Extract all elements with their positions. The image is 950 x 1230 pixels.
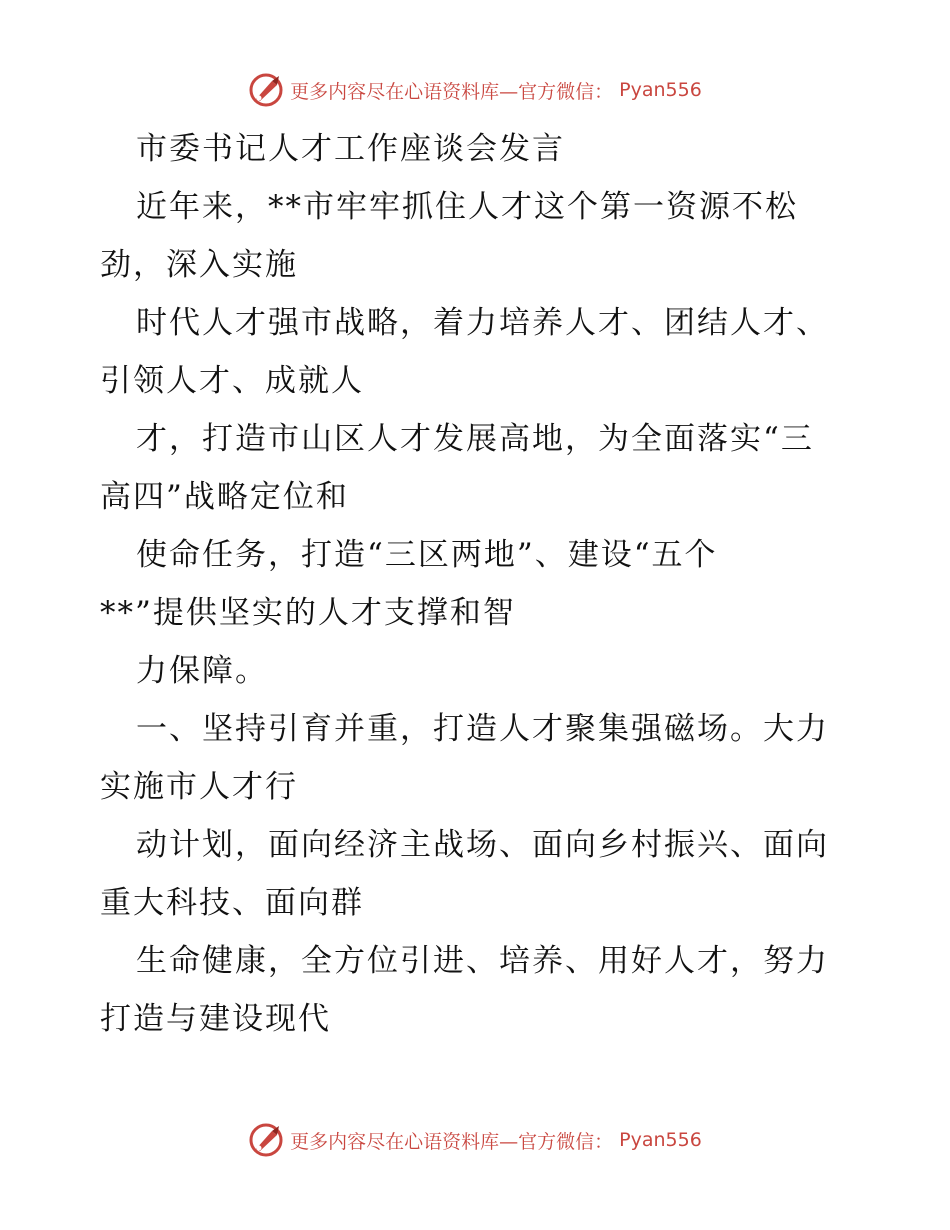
header-watermark-banner xyxy=(0,70,950,110)
text-line: **”提供坚实的人才支撑和智 xyxy=(100,595,516,631)
banner-text: 更多内容尽在心语资料库—官方微信： xyxy=(290,1130,614,1153)
quill-pen-logo-icon xyxy=(248,72,284,108)
text-line: 引领人才、成就人 xyxy=(100,363,364,399)
text-line: 使命任务，打造“三区两地”、建设“五个 xyxy=(136,537,718,573)
text-line: 高四”战略定位和 xyxy=(100,479,349,515)
text-line: 重大科技、面向群 xyxy=(100,885,364,921)
footer-watermark-banner xyxy=(0,1120,950,1160)
text-line: 时代人才强市战略，着力培养人才、团结人才、 xyxy=(136,305,829,341)
wechat-id: Pyan556 xyxy=(619,1129,702,1151)
quill-pen-logo-icon xyxy=(248,1122,284,1158)
text-line: 近年来，**市牢牢抓住人才这个第一资源不松 xyxy=(136,189,798,225)
text-line: 打造与建设现代 xyxy=(100,1001,331,1037)
text-line: 生命健康，全方位引进、培养、用好人才，努力 xyxy=(136,943,829,979)
text-line: 一、坚持引育并重，打造人才聚集强磁场。大力 xyxy=(136,711,829,747)
banner-text: 更多内容尽在心语资料库—官方微信： xyxy=(290,80,614,103)
text-line: 市委书记人才工作座谈会发言 xyxy=(136,131,565,167)
document-body xyxy=(100,120,860,1048)
text-line: 力保障。 xyxy=(136,653,268,689)
text-line: 实施市人才行 xyxy=(100,769,298,805)
text-line: 才，打造市山区人才发展高地，为全面落实“三 xyxy=(136,421,814,457)
text-line: 劲，深入实施 xyxy=(100,247,298,283)
text-line: 动计划，面向经济主战场、面向乡村振兴、面向 xyxy=(136,827,829,863)
wechat-id: Pyan556 xyxy=(619,79,702,101)
